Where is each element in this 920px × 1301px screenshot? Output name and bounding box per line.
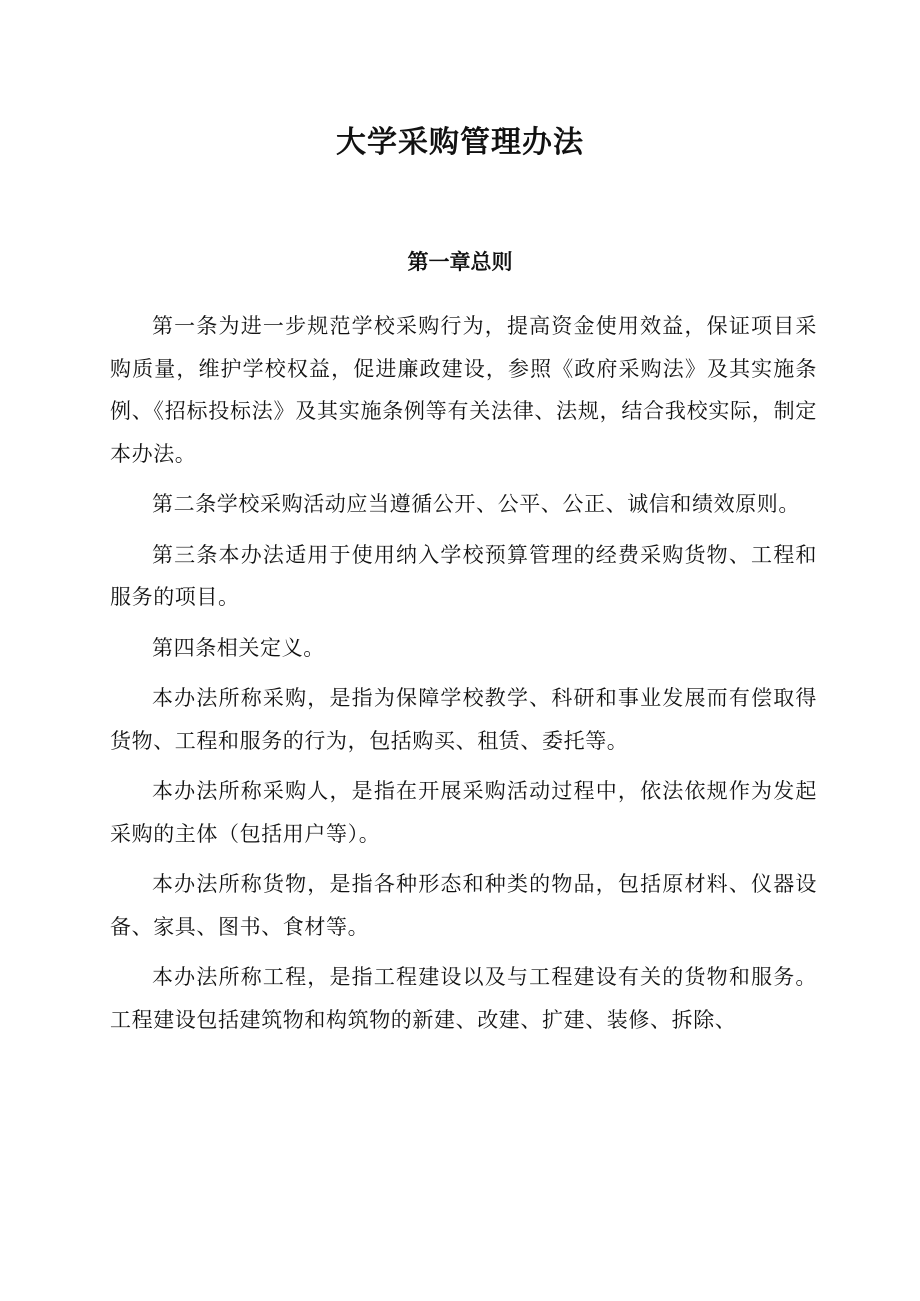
article-2-paragraph: 第二条学校采购活动应当遵循公开、公平、公正、诚信和绩效原则。 bbox=[152, 492, 800, 516]
article-4-paragraph: 第四条相关定义。 bbox=[152, 635, 325, 660]
definition-procurement-paragraph: 本办法所称采购，是指为保障学校教学、科研和事业发展而有偿取得货物、工程和服务的行为，包括购买、租赁、委托等。 bbox=[110, 686, 817, 753]
chapter-heading: 第一章总则 bbox=[407, 249, 513, 274]
article-1-paragraph: 第一条为进一步规范学校采购行为，提高资金使用效益，保证项目采购质量，维护学校权益，促进廉政建设，参照《政府采购法》及其实施条例、《招标投标法》及其实施条例等有关法律、法规，结合我校实际，制定本办法。 bbox=[110, 314, 817, 466]
definition-engineering-paragraph: 本办法所称工程，是指工程建设以及与工程建设有关的货物和服务。工程建设包括建筑物和构筑物的新建、改建、扩建、装修、拆除、 bbox=[110, 965, 817, 1032]
definition-purchaser-paragraph: 本办法所称采购人，是指在开展采购活动过程中，依法依规作为发起采购的主体（包括用户等）。 bbox=[110, 779, 817, 846]
document-title: 大学采购管理办法 bbox=[336, 125, 584, 160]
definition-goods-paragraph: 本办法所称货物，是指各种形态和种类的物品，包括原材料、仪器设备、家具、图书、食材等。 bbox=[110, 872, 817, 939]
article-3-paragraph: 第三条本办法适用于使用纳入学校预算管理的经费采购货物、工程和服务的项目。 bbox=[110, 542, 817, 609]
document-body bbox=[110, 305, 817, 1049]
